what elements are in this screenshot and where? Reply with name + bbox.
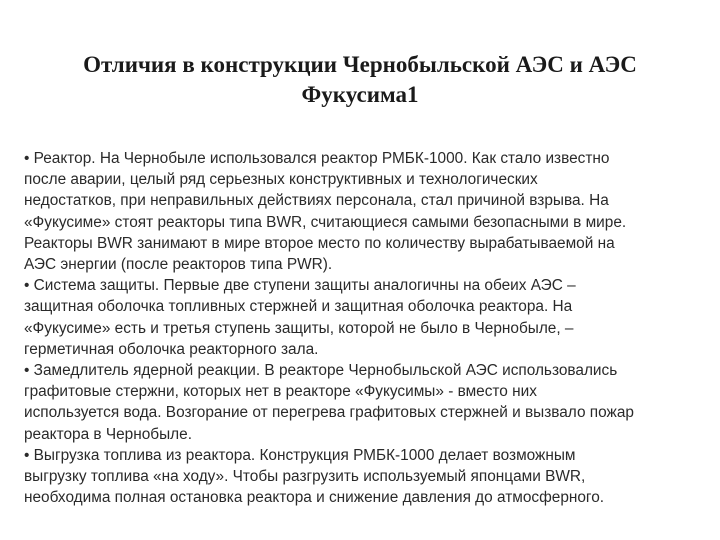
body-line: защитная оболочка топливных стержней и защитная оболочка реактора. На — [24, 298, 573, 316]
body-line: недостатков, при неправильных действиях персонала, стал причиной взрыва. На — [24, 192, 609, 210]
slide-title — [10, 50, 710, 110]
body-line: АЭС энергии (после реакторов типа PWR). — [24, 256, 333, 274]
body-line: необходима полная остановка реактора и снижение давления до атмосферного. — [24, 489, 605, 507]
body-line: «Фукусиме» стоят реакторы типа BWR, считающиеся самыми безопасными в мире. — [24, 213, 627, 231]
body-line: • Замедлитель ядерной реакции. В реакторе Чернобыльской АЭС использовались — [24, 362, 618, 380]
body-line: используется вода. Возгорание от перегрева графитовых стержней и вызвало пожар — [24, 404, 634, 422]
slide-body — [24, 148, 694, 508]
body-line: • Реактор. На Чернобыле использовался реактор РМБК-1000. Как стало известно — [24, 150, 610, 167]
body-line: • Система защиты. Первые две ступени защиты аналогичны на обеих АЭС – — [24, 277, 576, 295]
body-line: герметичная оболочка реакторного зала. — [24, 340, 319, 358]
title-line: Отличия в конструкции Чернобыльской АЭС и АЭС — [83, 52, 637, 77]
body-line: выгрузку топлива «на ходу». Чтобы разгрузить используемый японцами BWR, — [24, 468, 586, 486]
body-line: графитовые стержни, которых нет в реакторе «Фукусимы» - вместо них — [24, 383, 537, 401]
body-line: реактора в Чернобыле. — [24, 425, 192, 443]
body-line: «Фукусиме» есть и третья ступень защиты, которой не было в Чернобыле, – — [24, 319, 574, 337]
body-line: Реакторы BWR занимают в мире второе место по количеству вырабатываемой на — [24, 234, 615, 252]
title-line: Фукусима1 — [301, 82, 419, 107]
body-line: после аварии, целый ряд серьезных конструктивных и технологических — [24, 171, 538, 189]
body-line: • Выгрузка топлива из реактора. Конструкция РМБК-1000 делает возможным — [24, 446, 576, 464]
